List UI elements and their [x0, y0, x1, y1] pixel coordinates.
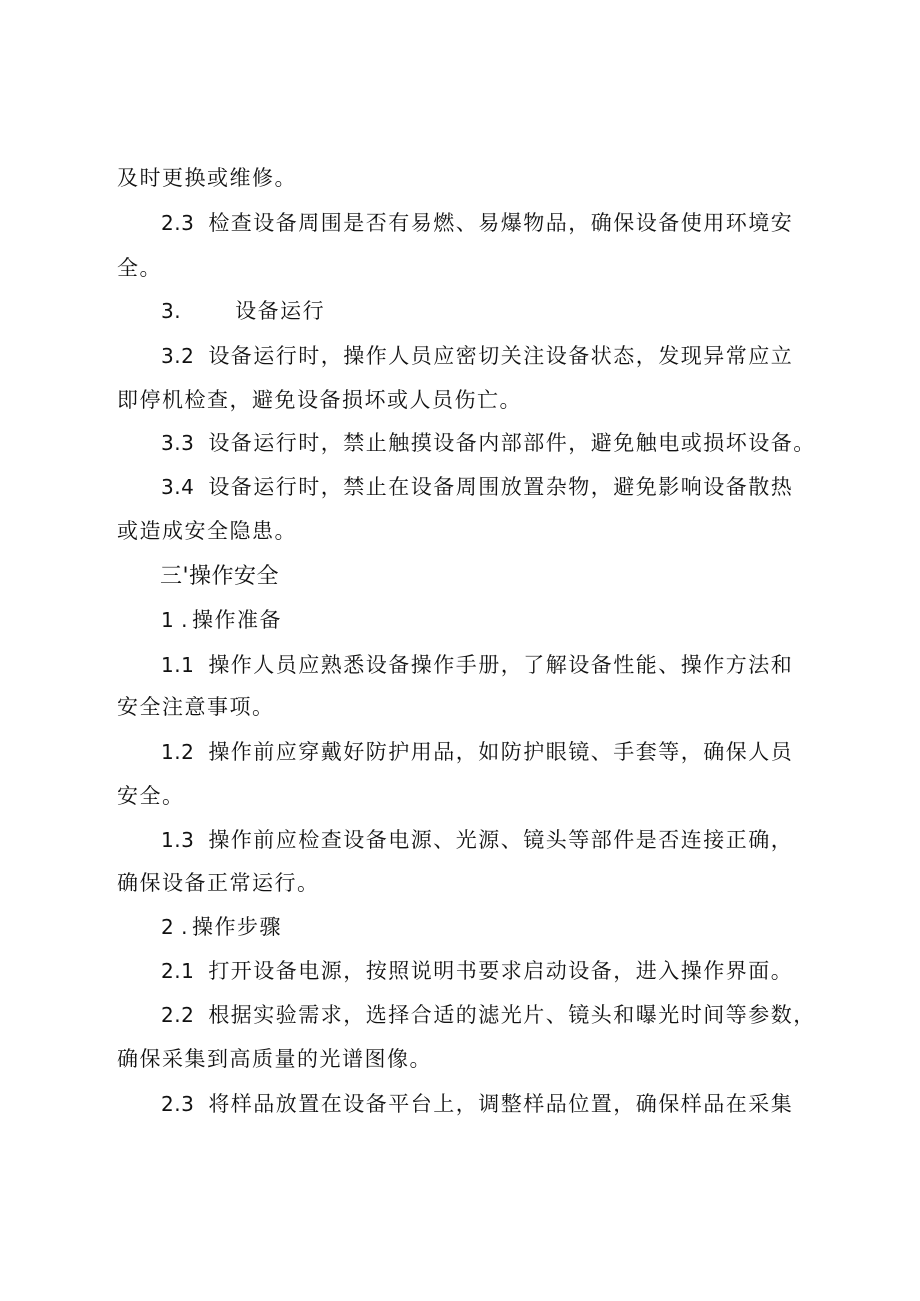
line-text: 操作人员应熟悉设备操作手册，了解设备性能、操作方法和 — [208, 653, 794, 677]
line-text: 确保设备正常运行。 — [117, 871, 320, 895]
item-number: 3.3 — [161, 431, 195, 455]
item-number: 1.3 — [161, 828, 195, 852]
section-heading-operation-safety — [160, 562, 279, 592]
paragraph-line — [117, 1044, 432, 1074]
item-1-2-line — [161, 737, 793, 767]
line-text: 设备运行时，操作人员应密切关注设备状态，发现异常应立 — [208, 344, 794, 368]
item-1-3-line — [161, 825, 793, 855]
line-text: 检查设备周围是否有易燃、易爆物品，确保设备使用环境安 — [208, 211, 794, 235]
item-number: 3.4 — [161, 475, 195, 499]
paragraph-line — [117, 253, 162, 283]
item-3-4-line — [161, 472, 793, 502]
paragraph-line — [117, 781, 185, 811]
item-2-3-line — [161, 208, 793, 238]
line-text: 确保采集到高质量的光谱图像。 — [117, 1047, 432, 1071]
line-text: 安全。 — [117, 784, 185, 808]
section-3-heading — [161, 296, 325, 326]
item-number: 1.1 — [161, 653, 195, 677]
item-2-2-line — [161, 1000, 816, 1030]
item-number: 2.2 — [161, 1003, 195, 1027]
item-number: 3.2 — [161, 344, 195, 368]
line-text: 操作前应穿戴好防护用品，如防护眼镜、手套等，确保人员 — [208, 740, 794, 764]
line-text: 打开设备电源，按照说明书要求启动设备，进入操作界面。 — [208, 959, 794, 983]
line-text: 操作步骤 — [191, 915, 282, 939]
line-text: 全。 — [117, 256, 162, 280]
line-text: 操作准备 — [191, 608, 282, 632]
line-text: 操作前应检查设备电源、光源、镜头等部件是否连接正确， — [208, 828, 794, 852]
subsection-2-heading — [161, 912, 282, 942]
paragraph-line — [117, 692, 275, 722]
line-text: 根据实验需求，选择合适的滤光片、镜头和曝光时间等参数， — [208, 1003, 816, 1027]
item-number: 2.1 — [161, 959, 195, 983]
paragraph-line — [117, 163, 297, 193]
line-text: 或造成安全隐患。 — [117, 519, 297, 543]
item-number: 1 . — [161, 608, 188, 632]
item-2-3b-line — [161, 1089, 793, 1119]
item-number: 3. — [161, 299, 182, 323]
item-number: 2 . — [161, 915, 188, 939]
paragraph-line — [117, 868, 320, 898]
heading-text: 三'操作安全 — [160, 564, 280, 589]
item-1-1-line — [161, 650, 793, 680]
line-text: 安全注意事项。 — [117, 695, 275, 719]
line-text: 设备运行 — [235, 299, 326, 323]
paragraph-line — [117, 516, 297, 546]
item-number: 2.3 — [161, 211, 195, 235]
item-2-1-line — [161, 956, 793, 986]
item-3-3-line — [161, 428, 816, 458]
line-text: 设备运行时，禁止在设备周围放置杂物，避免影响设备散热 — [208, 475, 794, 499]
line-text: 及时更换或维修。 — [117, 166, 297, 190]
subsection-1-heading — [161, 605, 282, 635]
paragraph-line — [117, 385, 522, 415]
line-text: 将样品放置在设备平台上，调整样品位置，确保样品在采集 — [208, 1092, 794, 1116]
item-number: 2.3 — [161, 1092, 195, 1116]
line-text: 设备运行时，禁止触摸设备内部部件，避免触电或损坏设备。 — [208, 431, 816, 455]
item-number: 1.2 — [161, 740, 195, 764]
line-text: 即停机检查，避免设备损坏或人员伤亡。 — [117, 388, 522, 412]
item-3-2-line — [161, 341, 793, 371]
